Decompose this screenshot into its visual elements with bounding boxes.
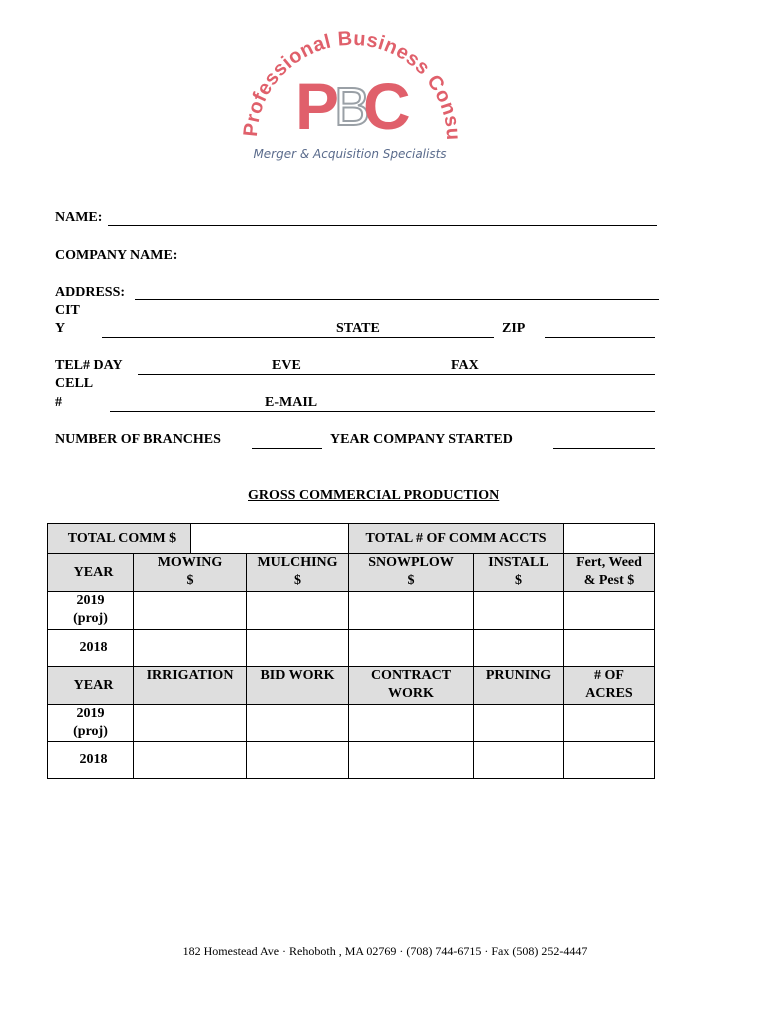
footer-address: 182 Homestead Ave · Rehoboth , MA 02769 · (708) 744-6715 · Fax (508) 252-4447 — [182, 944, 588, 958]
irrigation-header: IRRIGATION — [134, 667, 247, 705]
acres-2018-field[interactable] — [564, 742, 655, 779]
email-label: E-MAIL — [265, 395, 318, 410]
contract-work-header — [349, 667, 474, 705]
mowing-header-line2: $ — [186, 573, 194, 588]
contract-work-2019-field[interactable] — [349, 705, 474, 742]
name-label: NAME: — [55, 210, 103, 225]
mowing-header-line1: MOWING — [157, 555, 223, 570]
fert-header — [564, 554, 655, 592]
branches-label: NUMBER OF BRANCHES — [55, 432, 221, 447]
bid-work-2018-field[interactable] — [247, 742, 349, 779]
city-label-line2: Y — [55, 321, 66, 336]
install-2019-field[interactable] — [474, 592, 564, 630]
year-started-label: YEAR COMPANY STARTED — [330, 432, 513, 447]
mowing-header — [134, 554, 247, 592]
mulching-2018-field[interactable] — [247, 630, 349, 667]
zip-label: ZIP — [502, 321, 526, 336]
total-accts-label: TOTAL # OF COMM ACCTS — [349, 524, 564, 554]
address-field[interactable] — [135, 299, 659, 300]
name-field[interactable] — [108, 225, 657, 226]
cell-label-line1: CELL — [55, 376, 94, 391]
fax-label: FAX — [451, 358, 479, 373]
install-2018-field[interactable] — [474, 630, 564, 667]
eve-label: EVE — [272, 358, 301, 373]
irrigation-2018-field[interactable] — [134, 742, 247, 779]
mulching-header-line1: MULCHING — [257, 555, 338, 570]
install-header — [474, 554, 564, 592]
tel-day-field[interactable] — [138, 374, 655, 375]
irrigation-2019-field[interactable] — [134, 705, 247, 742]
mowing-2018-field[interactable] — [134, 630, 247, 667]
year-2019-label — [48, 592, 134, 630]
year-2018-label: 2018 — [48, 630, 134, 667]
acres-header-line1: # OF — [594, 668, 624, 683]
zip-field[interactable] — [545, 337, 655, 338]
cell-label-line2: # — [55, 395, 62, 410]
acres-header — [564, 667, 655, 705]
year-header: YEAR — [48, 554, 134, 592]
year-header-2: YEAR — [48, 667, 134, 705]
proj-text-2: (proj) — [73, 724, 108, 739]
fert-header-line1: Fert, Weed — [576, 555, 642, 570]
logo-c: C — [363, 69, 411, 143]
fert-2019-field[interactable] — [564, 592, 655, 630]
pruning-header: PRUNING — [474, 667, 564, 705]
fert-header-line2: & Pest $ — [583, 573, 635, 588]
contract-header-line1: CONTRACT — [370, 668, 452, 683]
section-title: GROSS COMMERCIAL PRODUCTION — [248, 488, 500, 503]
state-label: STATE — [336, 321, 380, 336]
acres-header-line2: ACRES — [585, 686, 633, 701]
address-label: ADDRESS: — [55, 285, 126, 300]
total-comm-label: TOTAL COMM $ — [48, 524, 191, 554]
year-2019-text: 2019 — [76, 593, 105, 608]
year-2019-text-2: 2019 — [76, 706, 105, 721]
tel-day-label: TEL# DAY — [55, 358, 123, 373]
snowplow-header — [349, 554, 474, 592]
mulching-header-line2: $ — [294, 573, 301, 588]
company-name-label: COMPANY NAME: — [55, 248, 178, 263]
production-table — [47, 523, 655, 779]
install-header-line1: INSTALL — [488, 555, 549, 570]
snowplow-2019-field[interactable] — [349, 592, 474, 630]
snowplow-header-line1: SNOWPLOW — [368, 555, 454, 570]
mowing-2019-field[interactable] — [134, 592, 247, 630]
year-started-field[interactable] — [553, 448, 655, 449]
cell-field[interactable] — [110, 411, 655, 412]
year-2018-label-2: 2018 — [48, 742, 134, 779]
snowplow-header-line2: $ — [407, 573, 415, 588]
contract-work-2018-field[interactable] — [349, 742, 474, 779]
acres-2019-field[interactable] — [564, 705, 655, 742]
bid-work-header: BID WORK — [247, 667, 349, 705]
fert-2018-field[interactable] — [564, 630, 655, 667]
logo-tagline: Merger & Acquisition Specialists — [253, 147, 447, 161]
bid-work-2019-field[interactable] — [247, 705, 349, 742]
snowplow-2018-field[interactable] — [349, 630, 474, 667]
install-header-line2: $ — [515, 573, 522, 588]
total-accts-field[interactable] — [564, 524, 655, 554]
year-2019-label-2 — [48, 705, 134, 742]
pruning-2019-field[interactable] — [474, 705, 564, 742]
logo-arc-text: Professional Business Consu — [239, 27, 465, 142]
city-field[interactable] — [102, 337, 494, 338]
proj-text: (proj) — [73, 611, 108, 626]
mulching-header — [247, 554, 349, 592]
total-comm-field[interactable] — [191, 524, 349, 554]
logo-b: B — [334, 77, 371, 137]
logo-graphic — [235, 25, 465, 165]
mulching-2019-field[interactable] — [247, 592, 349, 630]
contract-header-line2: WORK — [388, 686, 434, 701]
logo-p: P — [295, 69, 340, 143]
company-logo — [235, 25, 465, 165]
pruning-2018-field[interactable] — [474, 742, 564, 779]
city-label-line1: CIT — [55, 303, 80, 318]
branches-field[interactable] — [252, 448, 322, 449]
